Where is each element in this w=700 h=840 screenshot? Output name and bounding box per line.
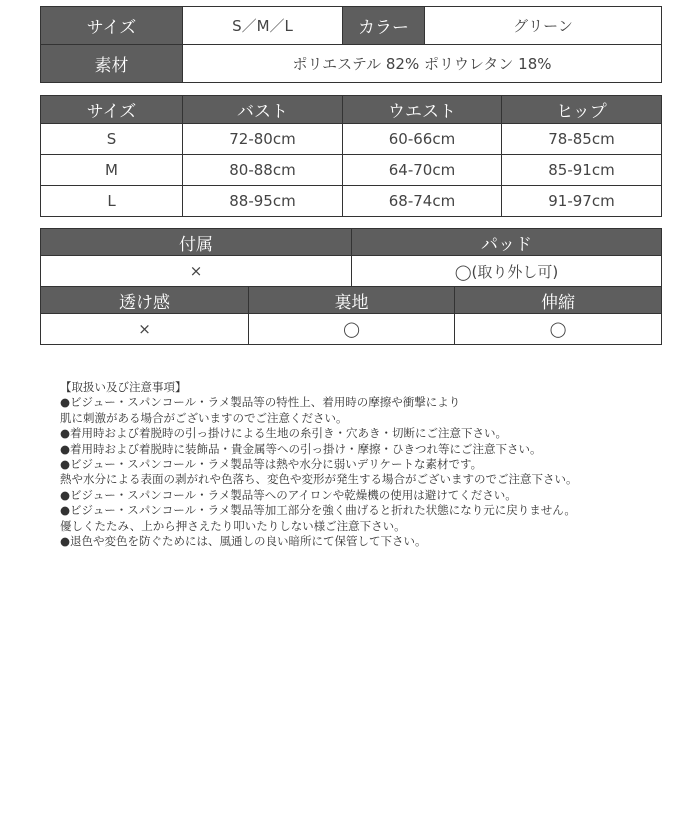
sheer-value: × [41,314,249,345]
notes-line: 熱や水分による表面の剥がれや色落ち、変色や変形が発生する場合がございますのでご注意下さい。 [60,472,578,487]
pad-label: パッド [352,229,662,256]
notes-line: ●ビジュー・スパンコール・ラメ製品等の特性上、着用時の摩擦や衝撃により [60,395,461,410]
table-row [41,45,662,83]
column-header-size: サイズ [41,96,183,124]
table-header-row [41,287,662,314]
notes-line: 肌に刺激がある場合がございますのでご注意ください。 [60,410,348,425]
color-value: グリーン [425,7,662,45]
table-cell: L [41,186,183,217]
column-header-bust: バスト [183,96,343,124]
attachment-value: × [41,256,352,287]
column-header-hip: ヒップ [502,96,662,124]
table-row [41,186,662,217]
notes-line: ●ビジュー・スパンコール・ラメ製品等は熱や水分に弱いデリケートな素材です。 [60,456,483,471]
table-cell: M [41,155,183,186]
sheer-label: 透け感 [41,287,249,314]
table-cell: 91-97cm [502,186,662,217]
properties-table [40,286,662,345]
table-cell: 85-91cm [502,155,662,186]
lining-label: 裏地 [249,287,455,314]
table-cell: 88-95cm [183,186,343,217]
size-chart-table [40,95,662,217]
table-header-row [41,229,662,256]
attachment-label: 付属 [41,229,352,256]
table-cell: 68-74cm [343,186,502,217]
stretch-value: ◯ [455,314,662,345]
table-cell: 78-85cm [502,124,662,155]
size-value: S／M／L [183,7,343,45]
product-info-table [40,6,662,83]
stretch-label: 伸縮 [455,287,662,314]
material-label: 素材 [41,45,183,83]
notes-line: 優しくたたみ、上から押さえたり叩いたりしない様ご注意下さい。 [60,518,406,533]
color-label: カラー [343,7,425,45]
notes-line: ●退色や変色を防ぐためには、風通しの良い暗所にて保管して下さい。 [60,533,427,548]
pad-value: ◯(取り外し可) [352,256,662,287]
table-cell: 72-80cm [183,124,343,155]
table-row [41,314,662,345]
notes-title: 【取扱い及び注意事項】 [60,380,187,394]
notes-line: ●ビジュー・スパンコール・ラメ製品等加工部分を強く曲げると折れた状態になり元に戻りません。 [60,503,576,518]
size-label: サイズ [41,7,183,45]
notes-line: ●ビジュー・スパンコール・ラメ製品等へのアイロンや乾燥機の使用は避けてください。 [60,487,517,502]
lining-value: ◯ [249,314,455,345]
notes-line: ●着用時および着脱時の引っ掛けによる生地の糸引き・穴あき・切断にご注意下さい。 [60,426,508,441]
material-value: ポリエステル 82% ポリウレタン 18% [183,45,662,83]
table-row [41,124,662,155]
table-header-row [41,96,662,124]
table-row [41,256,662,287]
table-cell: 60-66cm [343,124,502,155]
accessories-table [40,228,662,287]
table-cell: 64-70cm [343,155,502,186]
table-cell: 80-88cm [183,155,343,186]
notes-line: ●着用時および着脱時に装飾品・貴金属等への引っ掛け・摩擦・ひきつれ等にご注意下さい。 [60,441,542,456]
care-notes [60,380,680,549]
column-header-waist: ウエスト [343,96,502,124]
table-cell: S [41,124,183,155]
table-row [41,155,662,186]
table-row [41,7,662,45]
